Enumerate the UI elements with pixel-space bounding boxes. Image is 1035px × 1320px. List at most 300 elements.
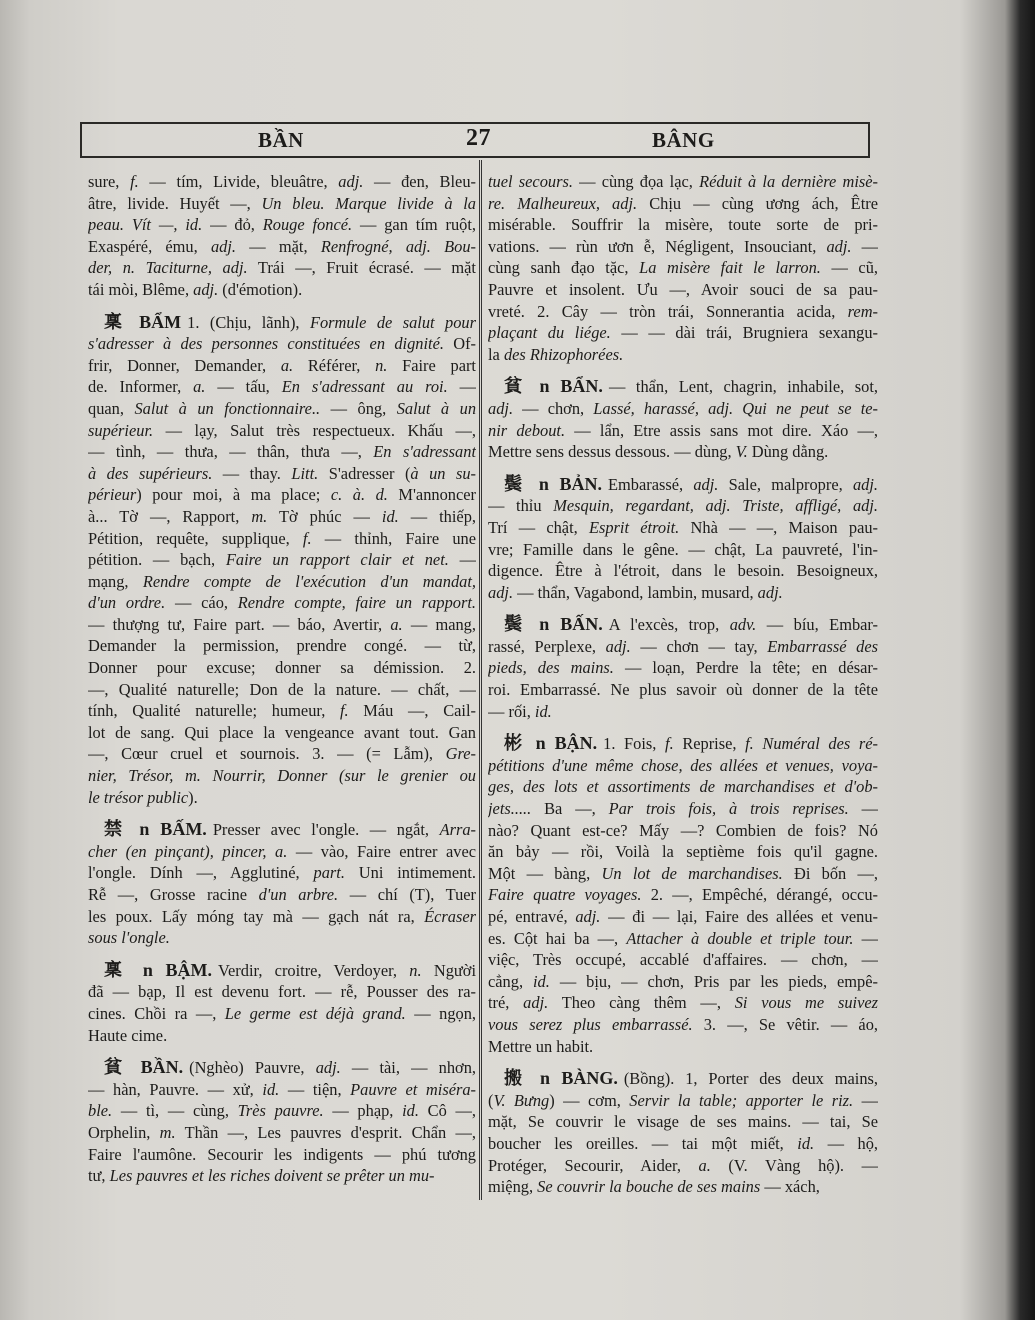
italic-gloss: supérieur. xyxy=(88,420,154,440)
italic-gloss: id. xyxy=(533,971,550,991)
text-line xyxy=(488,171,878,193)
italic-gloss: Très pauvre. xyxy=(237,1101,324,1121)
text-run: de. Informer, xyxy=(88,377,194,397)
text-line xyxy=(488,1133,878,1155)
text-run: Rễ —, Grosse racine xyxy=(88,885,259,904)
text-run: — lạy, Salut très respectueux. Khấu —, xyxy=(153,420,476,440)
italic-gloss: Lassé, harassé, adj. Qui ne peut se te- xyxy=(593,398,878,418)
italic-gloss: peau. Vít —, id. xyxy=(88,215,203,235)
text-line xyxy=(88,257,476,279)
entry-headword: 搬 n BÀNG. xyxy=(504,1068,618,1089)
text-line xyxy=(488,884,878,906)
text-run: Protéger, Secourir, Aider, xyxy=(488,1155,699,1175)
text-line xyxy=(488,636,878,658)
text-line xyxy=(488,798,878,820)
text-line xyxy=(488,582,878,604)
text-line xyxy=(488,614,878,636)
italic-gloss: Un lot de marchandises. xyxy=(601,863,783,883)
column-divider xyxy=(479,160,482,1200)
text-run: Pauvre et insolent. Ưu —, Avoir souci de sa pau- xyxy=(488,279,878,299)
text-run: digence. Être à l'étroit, dans le besoin. Besoigneux, xyxy=(488,561,878,581)
italic-gloss: Faire quatre voyages. xyxy=(488,885,642,905)
text-run: — chơn — tay, xyxy=(630,636,768,656)
text-run: pé, entravé, xyxy=(488,907,576,926)
text-run: — hàn, Pauvre. — xử, xyxy=(88,1079,263,1099)
text-line xyxy=(488,776,878,798)
text-run: —, Cœur cruel et sournois. 3. — (= Lẫm), xyxy=(88,744,446,764)
italic-gloss: adj. xyxy=(605,636,631,656)
italic-gloss: f. xyxy=(130,172,139,191)
entry-headword: 稟 n BẬM. xyxy=(104,959,213,980)
text-run: Cô —, xyxy=(418,1101,476,1121)
text-run: ). xyxy=(188,787,198,807)
italic-gloss: a. xyxy=(280,355,294,375)
text-run: — tím, Livide, bleuâtre, xyxy=(138,172,339,191)
text-line xyxy=(488,992,878,1014)
italic-gloss: d'un ordre. xyxy=(88,593,166,613)
italic-gloss: Rendre compte, faire un rapport. xyxy=(237,593,476,613)
text-run: — tiện, xyxy=(279,1079,351,1099)
text-run: Exaspéré, ému, xyxy=(88,236,211,256)
italic-gloss: Salut à un xyxy=(396,398,476,418)
italic-gloss: Les pauvres et les riches doivent se prêter un mu- xyxy=(109,1166,435,1186)
italic-gloss: adj. xyxy=(488,398,514,418)
text-run: — hộ, xyxy=(814,1133,878,1153)
text-line xyxy=(88,312,476,334)
italic-gloss: Attacher à double et triple tour. xyxy=(626,928,854,948)
text-run: mặt, Se couvrir le visage de ses mains. — tai, Se xyxy=(488,1112,878,1132)
text-line xyxy=(88,1025,476,1047)
text-run: 2. —, Empêché, dérangé, occu- xyxy=(641,885,878,905)
italic-gloss: m. xyxy=(251,506,268,526)
italic-gloss: a. xyxy=(698,1155,711,1175)
text-run: tái mòi, Blême, xyxy=(88,279,194,299)
left-column xyxy=(88,171,476,1198)
text-run: mạng, xyxy=(88,571,143,591)
text-run: les poux. Lấy móng tay mà — gạch nát ra, xyxy=(88,906,425,926)
italic-gloss: nir debout. xyxy=(488,420,566,440)
text-run: — ông, xyxy=(320,398,397,418)
text-run: việc, Très occupé, accablé d'affaires. — chơn, — xyxy=(488,950,878,970)
text-run: Mettre sens dessus dessous. — dùng, xyxy=(488,442,736,462)
text-run: Embarassé, xyxy=(608,474,694,494)
entry-headword: 鬓 n BẢN. xyxy=(504,473,602,494)
italic-gloss: Par trois fois, à trois reprises. xyxy=(608,799,849,819)
text-line xyxy=(488,1068,878,1090)
italic-gloss: pétitions d'une même chose, des allées et venues, voya- xyxy=(488,755,878,775)
italic-gloss: Gre- xyxy=(445,744,476,764)
dictionary-entry xyxy=(488,1068,878,1198)
text-run: — thay. xyxy=(212,463,292,483)
text-run: — cùng đọa lạc, xyxy=(572,172,700,191)
text-line xyxy=(488,279,878,301)
text-line xyxy=(488,820,878,842)
text-line xyxy=(88,398,476,420)
italic-gloss: Le germe est déjà grand. xyxy=(224,1003,406,1023)
text-line xyxy=(88,333,476,355)
text-run: — cáo, xyxy=(165,593,238,613)
italic-gloss: le trésor public xyxy=(88,787,189,807)
dictionary-entry xyxy=(488,376,878,462)
italic-gloss: adv. xyxy=(729,615,757,635)
text-line xyxy=(488,1176,878,1198)
italic-gloss: adj. xyxy=(693,474,719,494)
italic-gloss: V. xyxy=(735,442,748,462)
italic-gloss: part. xyxy=(313,863,345,883)
text-run: Tờ phúc — xyxy=(267,506,382,526)
text-run: nào? Quant est-ce? Mấy —? Combien de fois? Nó xyxy=(488,820,878,840)
italic-gloss: id. xyxy=(402,1101,419,1121)
text-line xyxy=(88,884,476,906)
text-run: Trí — chật, xyxy=(488,517,589,537)
text-line xyxy=(488,398,878,420)
text-run: — chí (T), Tuer xyxy=(338,885,476,904)
text-line xyxy=(88,1057,476,1079)
text-run: — thỉu xyxy=(488,496,554,516)
italic-gloss: En s'adressant xyxy=(373,442,476,462)
italic-gloss: cher (en pinçant), pincer, a. xyxy=(88,841,288,861)
text-run: la xyxy=(488,344,504,364)
text-line xyxy=(88,441,476,463)
text-run: Reprise, xyxy=(673,734,746,754)
italic-gloss: ges, des lots et assortiments de marchandises et d'ob- xyxy=(488,777,878,797)
text-line xyxy=(88,679,476,701)
text-run: — xyxy=(853,928,878,948)
entry-continuation xyxy=(88,171,476,301)
text-run: — bịu, — chơn, Pris par les pieds, empê- xyxy=(549,971,878,991)
dictionary-entry xyxy=(488,733,878,1057)
italic-gloss: adj. xyxy=(193,279,219,299)
text-line xyxy=(488,1155,878,1177)
text-run: — đen, Bleu- xyxy=(363,172,476,191)
text-line xyxy=(488,517,878,539)
italic-gloss: sous l'ongle. xyxy=(88,928,170,948)
text-line xyxy=(88,592,476,614)
italic-gloss: d'un arbre. xyxy=(258,885,339,904)
text-line xyxy=(88,722,476,744)
text-run: Trái —, Fruit écrasé. — mặt xyxy=(247,258,476,278)
text-line xyxy=(88,862,476,884)
text-run: cùng sanh đạo tặc, xyxy=(488,258,640,278)
running-header xyxy=(80,122,870,158)
italic-gloss: adj. xyxy=(523,993,549,1013)
text-line xyxy=(488,257,878,279)
entry-headword: 貧 n BẨN. xyxy=(504,376,603,397)
text-line xyxy=(488,841,878,863)
italic-gloss: Formule de salut pour xyxy=(309,312,476,332)
text-run: cẳng, xyxy=(488,971,533,991)
text-line xyxy=(488,733,878,755)
text-run: — tài, — nhơn, xyxy=(340,1058,476,1078)
italic-gloss: Renfrogné, adj. Bou- xyxy=(320,236,476,256)
italic-gloss: Salut à un fonctionnaire.. xyxy=(134,398,321,418)
text-line xyxy=(88,906,476,928)
text-line xyxy=(88,528,476,550)
italic-gloss: adj. xyxy=(210,236,237,256)
text-run: vations. — rùn ươn ễ, Négligent, Insouciant, xyxy=(488,236,827,256)
italic-gloss: re. Malheureux, adj. xyxy=(488,193,638,213)
text-run: — thẩn, Lent, chagrin, inhabile, sot, xyxy=(608,377,878,397)
text-line xyxy=(488,1111,878,1133)
text-line xyxy=(488,863,878,885)
text-run: Presser avec l'ongle. — ngắt, xyxy=(212,820,440,840)
dictionary-entry xyxy=(88,819,476,949)
text-run: — tấu, xyxy=(205,377,282,397)
text-line xyxy=(488,928,878,950)
italic-gloss: V. Bưng xyxy=(493,1090,550,1110)
italic-gloss: plaçant du liége. xyxy=(488,323,611,343)
italic-gloss: Embarrassé des xyxy=(767,636,878,656)
text-run: Ba —, xyxy=(531,799,609,819)
italic-gloss: Esprit étroit. xyxy=(588,517,680,537)
text-run: — xyxy=(851,236,878,256)
italic-gloss: à des supérieurs. xyxy=(88,463,213,483)
text-run: cines. Chồi ra —, xyxy=(88,1003,225,1023)
text-line xyxy=(88,506,476,528)
text-line xyxy=(88,1165,476,1187)
text-run: Một — bàng, xyxy=(488,863,602,883)
text-line xyxy=(88,1079,476,1101)
text-line xyxy=(88,1100,476,1122)
text-run: Pétition, requête, supplique, xyxy=(88,528,303,548)
text-run: — vào, Faire entrer avec xyxy=(287,841,476,861)
italic-gloss: Réduit à la dernière misè- xyxy=(699,172,878,191)
italic-gloss: adj. xyxy=(575,907,601,926)
text-run: (V. Vàng hộ). — xyxy=(710,1155,878,1175)
text-line xyxy=(488,376,878,398)
italic-gloss: jets..... xyxy=(488,799,532,819)
text-run: sure, xyxy=(88,172,131,191)
text-line xyxy=(88,1144,476,1166)
text-line xyxy=(488,560,878,582)
text-line xyxy=(88,193,476,215)
italic-gloss: adj. xyxy=(488,582,514,602)
italic-gloss: a. xyxy=(193,377,206,397)
text-line xyxy=(488,1036,878,1058)
text-line xyxy=(488,344,878,366)
text-run: — chơn, xyxy=(513,398,594,418)
text-run: ) — cơm, xyxy=(549,1090,630,1110)
text-line xyxy=(488,301,878,323)
text-run: à... Tờ —, Rapport, xyxy=(88,506,252,526)
italic-gloss: des Rhizophorées. xyxy=(503,344,624,364)
text-run: Donner pour excuse; donner sa démission. 2. xyxy=(88,658,476,678)
italic-gloss: périeur xyxy=(88,485,137,505)
text-line xyxy=(488,906,878,928)
entry-headword: 稟 BẨM xyxy=(104,311,182,332)
text-run: Of- xyxy=(443,334,476,354)
text-line xyxy=(488,474,878,496)
text-run: Đi bốn —, xyxy=(782,863,878,883)
italic-gloss: Rouge foncé. xyxy=(262,215,353,235)
entry-headword: 彬 n BẬN. xyxy=(504,733,598,754)
text-line xyxy=(488,1090,878,1112)
text-line xyxy=(88,614,476,636)
italic-gloss: adj. xyxy=(826,236,852,256)
text-run: tư, xyxy=(88,1166,110,1186)
text-line xyxy=(88,981,476,1003)
text-run: A l'excès, trop, xyxy=(608,615,730,635)
text-line xyxy=(488,971,878,993)
italic-gloss: Rendre compte de l'exécution d'un mandat, xyxy=(142,571,476,591)
text-line xyxy=(488,701,878,723)
italic-gloss: ble. xyxy=(88,1101,113,1121)
text-run: — loạn, Perdre la tête; en désar- xyxy=(613,658,878,678)
text-run: tính, Qualité naturelle; humeur, xyxy=(88,701,340,721)
text-line xyxy=(88,635,476,657)
text-line xyxy=(488,236,878,258)
text-line xyxy=(88,236,476,258)
text-run: — cũ, xyxy=(820,258,878,278)
text-line xyxy=(488,495,878,517)
italic-gloss: Faire un rapport clair et net. xyxy=(225,550,449,570)
italic-gloss: f. xyxy=(339,701,349,721)
text-run: —, Qualité naturelle; Don de la nature. — chất, — xyxy=(88,679,476,699)
italic-gloss: id. xyxy=(262,1079,280,1099)
text-run: vre; Famille dans le gêne. — chật, La pauvreté, l'in- xyxy=(488,539,878,559)
text-run: Theo càng thêm —, xyxy=(548,993,735,1013)
text-run: — xyxy=(447,377,476,397)
text-run: — xyxy=(853,1090,878,1110)
text-run: miệng, xyxy=(488,1177,538,1197)
text-run: — xách, xyxy=(760,1177,820,1197)
dictionary-entry xyxy=(488,474,878,604)
italic-gloss: id. xyxy=(534,701,552,721)
text-line xyxy=(88,571,476,593)
italic-gloss: Si vous me suivez xyxy=(734,993,878,1013)
italic-gloss: Pauvre et miséra- xyxy=(350,1079,476,1099)
italic-gloss: c. à. d. xyxy=(330,485,388,505)
italic-gloss: id. xyxy=(797,1133,815,1153)
text-run: ) pour moi, à ma place; xyxy=(136,485,331,505)
italic-gloss: La misère fait le larron. xyxy=(639,258,821,278)
text-run: — mặt, xyxy=(236,236,321,256)
text-run: — xyxy=(448,550,476,570)
text-line xyxy=(488,214,878,236)
text-line xyxy=(88,765,476,787)
entry-headword: 鬓 n BẤN. xyxy=(504,614,603,635)
italic-gloss: rem- xyxy=(847,301,878,321)
italic-gloss: f. xyxy=(665,734,674,754)
italic-gloss: En s'adressant au roi. xyxy=(281,377,448,397)
text-run: — tình, — thưa, — thân, thưa —, xyxy=(88,442,374,462)
text-run: — mang, xyxy=(402,614,476,634)
text-line xyxy=(488,657,878,679)
text-run: âtre, livide. Huyết —, xyxy=(88,193,262,213)
text-run: es. Cột hai ba —, xyxy=(488,928,627,948)
text-run: M'annoncer xyxy=(387,485,476,505)
italic-gloss: der, n. Taciturne, adj. xyxy=(88,258,248,278)
text-line xyxy=(88,549,476,571)
text-line xyxy=(488,539,878,561)
text-run: tré, xyxy=(488,993,524,1013)
italic-gloss: adj. xyxy=(315,1058,341,1078)
italic-gloss: a. xyxy=(390,614,403,634)
text-line xyxy=(488,420,878,442)
text-line xyxy=(488,1014,878,1036)
header-right-guide-word: BÂNG xyxy=(652,128,715,152)
italic-gloss: f. xyxy=(302,528,312,548)
italic-gloss: pieds, des mains. xyxy=(488,658,614,678)
text-run: Người xyxy=(421,960,476,980)
italic-gloss: nier, Trésor, m. Nourrir, Donner (sur le grenier ou xyxy=(88,766,476,786)
italic-gloss: n. xyxy=(375,355,388,375)
italic-gloss: Servir la table; apporter le riz. xyxy=(629,1090,854,1110)
text-line xyxy=(88,841,476,863)
text-run: lot de sang. Qui place la vengeance avant tout. Gan xyxy=(88,722,476,742)
text-run: rassé, Perplexe, xyxy=(488,636,606,656)
entry-headword: 禁 n BẤM. xyxy=(104,819,207,840)
text-run: boucher les oreilles. — tai một miết, xyxy=(488,1133,798,1153)
text-run: — ngọn, xyxy=(405,1003,476,1023)
text-run: 1. Fois, xyxy=(603,734,666,754)
text-run: Nhà — —, Maison pau- xyxy=(679,517,878,537)
text-run: 1. (Chịu, lãnh), xyxy=(187,312,310,332)
text-run: Thần —, Les pauvres d'esprit. Chẩn —, xyxy=(175,1122,476,1142)
text-run: l'ongle. Dính —, Agglutiné, xyxy=(88,863,314,883)
text-run: (Bồng). 1, Porter des deux mains, xyxy=(623,1069,878,1089)
text-line xyxy=(88,927,476,949)
text-run: Faire part xyxy=(387,355,476,375)
text-run: — bíu, Embar- xyxy=(756,615,878,635)
text-run: — phạp, xyxy=(323,1101,403,1121)
italic-gloss: adj. xyxy=(852,474,878,494)
text-line xyxy=(88,463,476,485)
text-run: Máu —, Cail- xyxy=(348,701,476,721)
text-run: Demander la permission, prendre congé. — từ, xyxy=(88,636,476,656)
right-column xyxy=(488,171,878,1209)
text-run: Verdir, croitre, Verdoyer, xyxy=(218,960,410,980)
text-line xyxy=(88,819,476,841)
text-run: — — dài trái, Brugniera sexangu- xyxy=(610,323,878,343)
italic-gloss: s'adresser à des personnes constituées en dignité. xyxy=(88,334,444,354)
text-line xyxy=(488,755,878,777)
italic-gloss: f. Numéral des ré- xyxy=(745,734,878,754)
entry-continuation xyxy=(488,171,878,365)
text-run: Haute cime. xyxy=(88,1025,168,1045)
text-line xyxy=(88,420,476,442)
text-run: đã — bạp, Il est devenu fort. — rễ, Pousser des ra- xyxy=(88,982,476,1002)
dictionary-entry xyxy=(488,614,878,722)
page-number: 27 xyxy=(466,125,491,151)
text-run: pétition. — bạch, xyxy=(88,550,226,570)
italic-gloss: m. xyxy=(159,1122,176,1142)
text-run: quan, xyxy=(88,398,135,418)
text-run: (Nghèo) Pauvre, xyxy=(189,1058,316,1078)
text-run: — thỉnh, Faire une xyxy=(311,528,476,548)
dictionary-entry xyxy=(88,960,476,1046)
text-line xyxy=(488,949,878,971)
text-line xyxy=(88,1122,476,1144)
text-run: S'adresser ( xyxy=(318,463,411,483)
text-run: frir, Donner, Demander, xyxy=(88,355,281,375)
text-run: — lẩn, Etre assis sans mot dire. Xáo —, xyxy=(565,420,878,440)
text-run: ăn bảy — rồi, Voilà la septième fois qu'il gagne. xyxy=(488,842,878,862)
text-line xyxy=(88,355,476,377)
text-line xyxy=(88,214,476,236)
text-line xyxy=(88,960,476,982)
dictionary-entry xyxy=(88,1057,476,1187)
text-line xyxy=(88,484,476,506)
text-run: — tì, — cùng, xyxy=(112,1101,238,1121)
text-line xyxy=(88,376,476,398)
text-line xyxy=(488,441,878,463)
text-run: roi. Embarrassé. Ne plus savoir où donner de la tête xyxy=(488,680,878,700)
italic-gloss: Se couvrir la bouche de ses mains xyxy=(537,1177,761,1197)
text-run: Dùng dằng. xyxy=(747,442,829,462)
text-line xyxy=(88,171,476,193)
text-run: Faire l'aumône. Secourir les indigents — phú tương xyxy=(88,1144,476,1164)
